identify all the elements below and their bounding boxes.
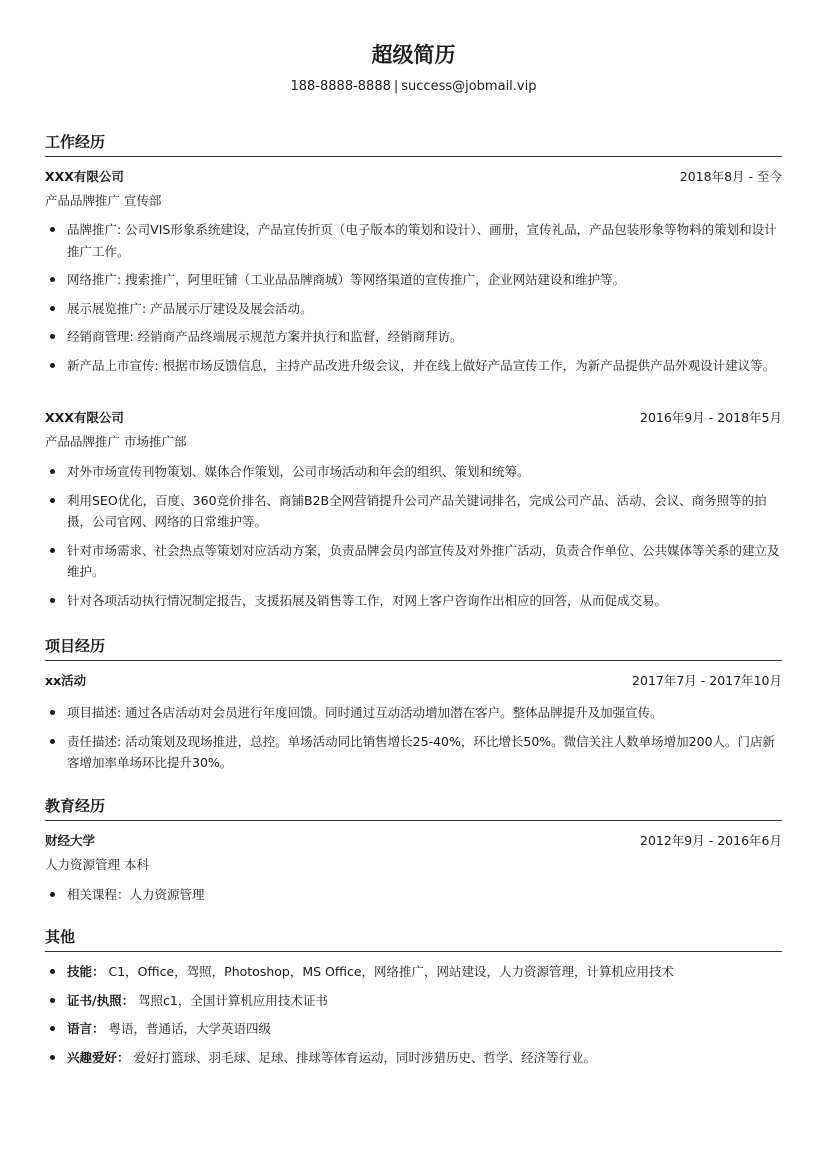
list-item: 对外市场宣传刊物策划、媒体合作策划，公司市场活动和年会的组织、策划和统筹。	[45, 461, 782, 483]
work-role: 产品品牌推广 宣传部	[45, 193, 162, 208]
work-entry-2-header	[45, 408, 782, 428]
section-title-projects: 项目经历	[45, 635, 782, 661]
list-item: 展示展览推广: 产品展示厅建设及展会活动。	[45, 298, 782, 320]
work-date: 2018年8月 - 至今	[679, 169, 782, 184]
project-date: 2017年7月 - 2017年10月	[632, 673, 782, 688]
resume-name: 超级简历	[371, 43, 456, 67]
contact-separator: |	[393, 79, 399, 94]
item-label: 兴趣爱好：	[67, 1049, 130, 1065]
item-label: 技能：	[67, 964, 105, 979]
project-bullets	[45, 702, 782, 781]
section-title-other: 其他	[45, 926, 782, 952]
languages-item	[45, 1018, 782, 1040]
education-date: 2012年9月 - 2016年6月	[640, 833, 782, 848]
item-value: 粤语，普通话，大学英语四级	[104, 1021, 271, 1036]
list-item: 相关课程：人力资源管理	[45, 884, 782, 906]
contact-line	[45, 77, 782, 97]
item-value: C1，Office，驾照，Photoshop，MS Office，网络推广，网站建设，人力资源管理，计算机应用技术	[104, 964, 675, 979]
list-item: 网络推广: 搜索推广，阿里旺铺（工业品品牌商城）等网络渠道的宣传推广，企业网站建设和维护等。	[45, 269, 782, 291]
item-label: 证书/执照：	[67, 992, 135, 1008]
list-item: 品牌推广: 公司VIS形象系统建设，产品宣传折页（电子版本的策划和设计）、画册，宣传礼品，产品包装形象等物料的策划和设计推广工作。	[45, 219, 782, 262]
list-item: 责任描述: 活动策划及现场推进，总控。单场活动同比销售增长25-40%，环比增长50%。微信关注人数单场增加200人。门店新客增加率单场环比提升30%。	[45, 731, 782, 774]
list-item: 针对各项活动执行情况制定报告，支援拓展及销售等工作，对网上客户咨询作出相应的回答，从而促成交易。	[45, 590, 782, 612]
list-item: 经销商管理: 经销商产品终端展示规范方案并执行和监督，经销商拜访。	[45, 326, 782, 348]
project-entry-header	[45, 671, 782, 691]
section-title-work: 工作经历	[45, 131, 782, 157]
phone: 188-8888-8888	[290, 79, 391, 94]
hobbies-item	[45, 1047, 782, 1069]
email: success@jobmail.vip	[401, 79, 537, 94]
other-bullets	[45, 961, 782, 1075]
skills-item	[45, 961, 782, 983]
list-item: 针对市场需求、社会热点等策划对应活动方案，负责品牌会员内部宣传及对外推广活动，负责合作单位、公共媒体等关系的建立及维护。	[45, 540, 782, 583]
education-bullets	[45, 884, 782, 913]
list-item: 新产品上市宣传: 根据市场反馈信息，主持产品改进升级会议，并在线上做好产品宣传工作，为新产品提供产品外观设计建议等。	[45, 355, 782, 377]
work-entry-1-header	[45, 167, 782, 187]
work-entry-2-bullets	[45, 461, 782, 618]
item-label: 语言：	[67, 1021, 105, 1036]
project-name: xx活动	[45, 673, 87, 688]
work-role: 产品品牌推广 市场推广部	[45, 434, 187, 449]
item-value: 爱好打篮球、羽毛球、足球、排球等体育运动，同时涉猎历史、哲学、经济等行业。	[129, 1049, 596, 1065]
work-company: XXX有限公司	[45, 410, 124, 425]
school-name: 财经大学	[45, 833, 96, 848]
education-major: 人力资源管理 本科	[45, 857, 149, 872]
certificates-item	[45, 990, 782, 1012]
list-item: 利用SEO优化，百度、360竞价排名、商铺B2B全网营销提升公司产品关键词排名，完成公司产品、活动、会议、商务照等的拍摄，公司官网、网络的日常维护等。	[45, 490, 782, 533]
work-date: 2016年9月 - 2018年5月	[640, 410, 782, 425]
item-value: 驾照c1，全国计算机应用技术证书	[134, 992, 328, 1008]
list-item: 项目描述: 通过各店活动对会员进行年度回馈。同时通过互动活动增加潜在客户。整体品牌提升及加强宣传。	[45, 702, 782, 724]
education-entry-header	[45, 831, 782, 851]
work-company: XXX有限公司	[45, 169, 124, 184]
section-title-education: 教育经历	[45, 795, 782, 821]
work-entry-1-bullets	[45, 219, 782, 383]
